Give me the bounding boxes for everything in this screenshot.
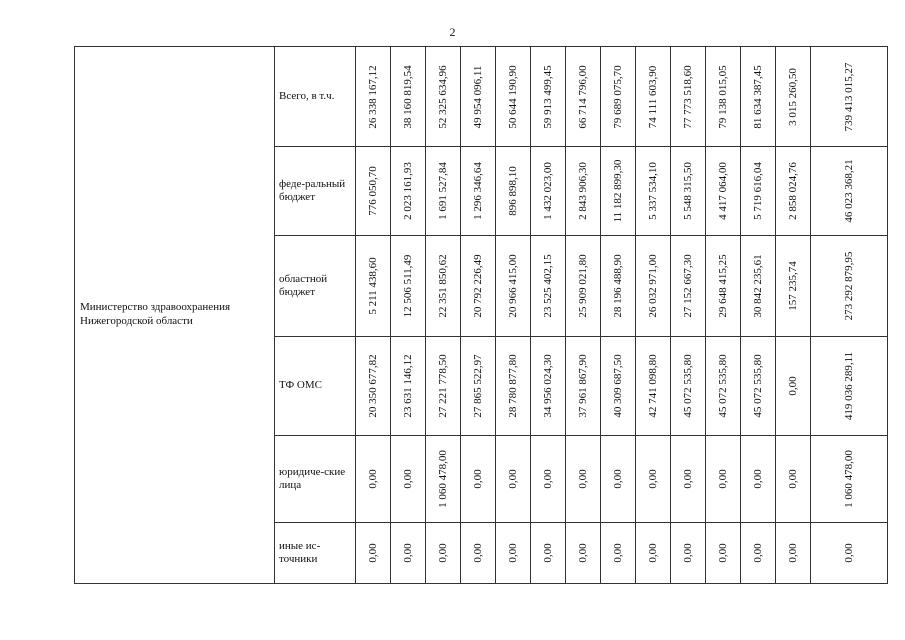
funding-source-cell: иные ис-точники (275, 523, 356, 584)
value-text: 79 138 015,05 (717, 64, 729, 129)
year-value-cell (531, 523, 566, 584)
value-text: 0,00 (612, 543, 624, 563)
value-text: 0,00 (367, 543, 379, 563)
value-text: 66 714 796,00 (577, 64, 589, 129)
value-text: 20 966 415,00 (507, 254, 519, 318)
year-value-cell (426, 337, 461, 436)
year-value-cell (391, 147, 426, 236)
year-value-cell (601, 436, 636, 523)
value-text: 29 648 415,25 (717, 254, 729, 318)
year-value-cell (391, 337, 426, 436)
total-value-cell (811, 47, 888, 147)
value-text: 38 160 819,54 (402, 64, 414, 129)
year-value-cell (566, 147, 601, 236)
page-number: 2 (449, 25, 456, 39)
year-value-cell (496, 47, 531, 147)
value-text: 0,00 (752, 469, 764, 489)
year-value-cell (776, 47, 811, 147)
value-text: 3 015 260,50 (787, 67, 799, 126)
organization-cell: Министерство здравоохранения Нижегородской области (75, 47, 275, 584)
value-text: 37 961 867,90 (577, 354, 589, 418)
year-value-cell (741, 337, 776, 436)
value-text: 40 309 687,50 (612, 354, 624, 418)
value-text: 27 865 522,97 (472, 354, 484, 418)
value-text: 0,00 (472, 469, 484, 489)
year-value-cell (531, 236, 566, 337)
total-value-cell (811, 337, 888, 436)
value-text: 0,00 (682, 543, 694, 563)
total-text: 46 023 368,21 (843, 159, 855, 223)
year-value-cell (601, 523, 636, 584)
year-value-cell (706, 147, 741, 236)
value-text: 1 060 478,00 (437, 450, 449, 508)
value-text: 0,00 (542, 543, 554, 563)
value-text: 0,00 (402, 543, 414, 563)
value-text: 23 525 402,15 (542, 254, 554, 318)
value-text: 0,00 (542, 469, 554, 489)
total-value-cell (811, 147, 888, 236)
year-value-cell (426, 236, 461, 337)
value-text: 2 858 024,76 (787, 162, 799, 220)
year-value-cell (671, 523, 706, 584)
value-text: 27 221 778,50 (437, 354, 449, 418)
year-value-cell (356, 337, 391, 436)
value-text: 26 338 167,12 (367, 64, 379, 129)
total-text: 419 036 289,11 (843, 351, 855, 421)
value-text: 45 072 535,80 (717, 354, 729, 418)
funding-source-cell: ТФ ОМС (275, 337, 356, 436)
value-text: 22 351 850,62 (437, 254, 449, 318)
value-text: 42 741 098,80 (647, 354, 659, 418)
year-value-cell (391, 523, 426, 584)
year-value-cell (356, 236, 391, 337)
year-value-cell (671, 436, 706, 523)
year-value-cell (461, 47, 496, 147)
value-text: 50 644 190,90 (507, 64, 519, 129)
year-value-cell (741, 236, 776, 337)
value-text: 896 898,10 (507, 166, 519, 216)
value-text: 1 432 023,00 (542, 162, 554, 220)
year-value-cell (671, 337, 706, 436)
value-text: 2 023 161,93 (402, 162, 414, 220)
value-text: 34 956 024,30 (542, 354, 554, 418)
value-text: 4 417 064,00 (717, 162, 729, 220)
value-text: 81 634 387,45 (752, 64, 764, 129)
year-value-cell (461, 147, 496, 236)
value-text: 45 072 535,80 (682, 354, 694, 418)
value-text: 74 111 603,90 (647, 65, 659, 128)
year-value-cell (531, 436, 566, 523)
year-value-cell (496, 337, 531, 436)
year-value-cell (496, 147, 531, 236)
year-value-cell (356, 47, 391, 147)
value-text: 28 780 877,80 (507, 354, 519, 418)
year-value-cell (531, 147, 566, 236)
year-value-cell (461, 436, 496, 523)
value-text: 59 913 499,45 (542, 64, 554, 129)
total-text: 1 060 478,00 (843, 450, 855, 508)
value-text: 20 350 677,82 (367, 354, 379, 418)
total-text: 0,00 (843, 543, 855, 563)
year-value-cell (496, 436, 531, 523)
year-value-cell (741, 436, 776, 523)
year-value-cell (391, 236, 426, 337)
value-text: 0,00 (717, 543, 729, 563)
value-text: 0,00 (507, 543, 519, 563)
value-text: 5 548 315,50 (682, 162, 694, 220)
year-value-cell (671, 147, 706, 236)
table-row (75, 47, 888, 147)
year-value-cell (601, 236, 636, 337)
year-value-cell (741, 147, 776, 236)
value-text: 157 235,74 (787, 261, 799, 311)
year-value-cell (706, 436, 741, 523)
value-text: 0,00 (402, 469, 414, 489)
year-value-cell (496, 236, 531, 337)
year-value-cell (531, 47, 566, 147)
value-text: 79 689 075,70 (612, 64, 624, 129)
year-value-cell (671, 236, 706, 337)
value-text: 5 211 438,60 (367, 257, 379, 315)
value-text: 0,00 (472, 543, 484, 563)
year-value-cell (391, 47, 426, 147)
year-value-cell (636, 47, 671, 147)
value-text: 77 773 518,60 (682, 64, 694, 129)
year-value-cell (531, 337, 566, 436)
year-value-cell (776, 436, 811, 523)
year-value-cell (426, 47, 461, 147)
year-value-cell (356, 147, 391, 236)
value-text: 52 325 634,96 (437, 64, 449, 129)
value-text: 0,00 (717, 469, 729, 489)
funding-source-cell: юридиче-ские лица (275, 436, 356, 523)
value-text: 0,00 (612, 469, 624, 489)
year-value-cell (776, 337, 811, 436)
value-text: 5 719 616,04 (752, 162, 764, 220)
year-value-cell (566, 337, 601, 436)
year-value-cell (741, 523, 776, 584)
year-value-cell (601, 337, 636, 436)
value-text: 0,00 (507, 469, 519, 489)
year-value-cell (706, 236, 741, 337)
value-text: 2 843 906,30 (577, 162, 589, 220)
value-text: 30 842 235,61 (752, 254, 764, 318)
year-value-cell (461, 523, 496, 584)
year-value-cell (496, 523, 531, 584)
year-value-cell (706, 337, 741, 436)
year-value-cell (566, 523, 601, 584)
year-value-cell (706, 47, 741, 147)
value-text: 1 296 346,64 (472, 162, 484, 220)
value-text: 0,00 (647, 469, 659, 489)
total-value-cell (811, 523, 888, 584)
value-text: 0,00 (647, 543, 659, 563)
total-value-cell (811, 236, 888, 337)
year-value-cell (636, 236, 671, 337)
year-value-cell (776, 147, 811, 236)
year-value-cell (566, 47, 601, 147)
funding-source-cell: Всего, в т.ч. (275, 47, 356, 147)
year-value-cell (776, 523, 811, 584)
funding-source-cell: областной бюджет (275, 236, 356, 337)
value-text: 0,00 (577, 469, 589, 489)
total-value-cell (811, 436, 888, 523)
year-value-cell (356, 436, 391, 523)
value-text: 20 792 226,49 (472, 254, 484, 318)
value-text: 0,00 (787, 543, 799, 563)
year-value-cell (461, 337, 496, 436)
value-text: 776 050,70 (367, 166, 379, 216)
value-text: 0,00 (437, 543, 449, 563)
value-text: 0,00 (787, 376, 799, 396)
year-value-cell (636, 436, 671, 523)
value-text: 1 691 527,84 (437, 162, 449, 220)
year-value-cell (566, 436, 601, 523)
total-text: 739 413 015,27 (843, 62, 855, 131)
value-text: 5 337 534,10 (647, 162, 659, 220)
year-value-cell (776, 236, 811, 337)
year-value-cell (741, 47, 776, 147)
year-value-cell (671, 47, 706, 147)
value-text: 0,00 (682, 469, 694, 489)
year-value-cell (426, 147, 461, 236)
funding-source-cell: феде-ральный бюджет (275, 147, 356, 236)
year-value-cell (636, 147, 671, 236)
budget-table (74, 46, 888, 584)
year-value-cell (601, 47, 636, 147)
year-value-cell (566, 236, 601, 337)
value-text: 0,00 (367, 469, 379, 489)
year-value-cell (391, 436, 426, 523)
year-value-cell (706, 523, 741, 584)
value-text: 26 032 971,00 (647, 254, 659, 318)
value-text: 27 152 667,30 (682, 254, 694, 318)
year-value-cell (636, 337, 671, 436)
total-text: 273 292 879,95 (843, 251, 855, 321)
value-text: 45 072 535,80 (752, 354, 764, 418)
year-value-cell (636, 523, 671, 584)
value-text: 0,00 (787, 469, 799, 489)
year-value-cell (426, 523, 461, 584)
value-text: 11 182 899,30 (612, 159, 624, 223)
value-text: 28 196 488,90 (612, 254, 624, 318)
year-value-cell (356, 523, 391, 584)
value-text: 0,00 (577, 543, 589, 563)
value-text: 23 631 146,12 (402, 354, 414, 418)
value-text: 49 954 096,11 (472, 65, 484, 128)
year-value-cell (461, 236, 496, 337)
value-text: 25 909 021,80 (577, 254, 589, 318)
year-value-cell (601, 147, 636, 236)
value-text: 12 506 511,49 (402, 254, 414, 318)
value-text: 0,00 (752, 543, 764, 563)
year-value-cell (426, 436, 461, 523)
